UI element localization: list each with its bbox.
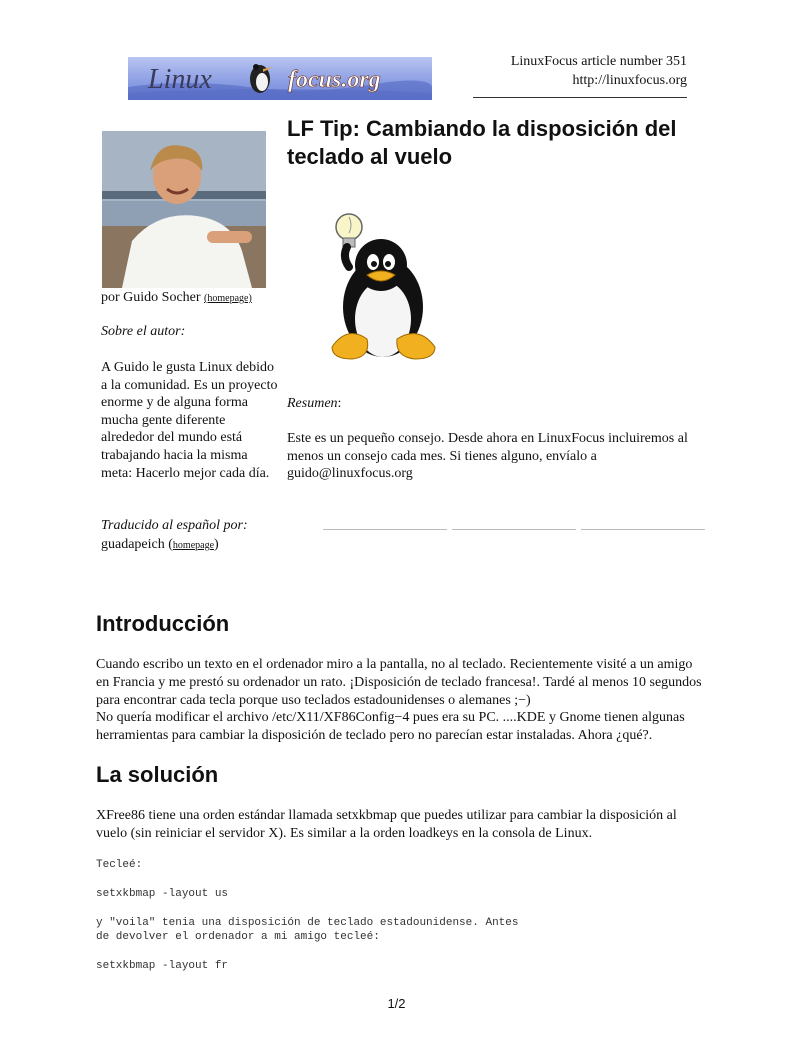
page-number: 1/2 bbox=[387, 996, 406, 1011]
summary-label: Resumen: bbox=[287, 396, 342, 411]
summary-text: Este es un pequeño consejo. Desde ahora en LinuxFocus incluiremos al menos un consejo cada mes. Si tienes alguno, envíalo a guido@linuxfocus.org bbox=[287, 431, 688, 482]
introduction-heading: Introducción bbox=[96, 611, 230, 636]
code-line-voila: y "voila" tenia una disposición de teclado estadounidense. Antes bbox=[96, 917, 519, 929]
separator-line-3 bbox=[581, 529, 705, 530]
author-photo bbox=[102, 131, 266, 288]
article-number: LinuxFocus article number 351 bbox=[510, 54, 687, 69]
code-line-typed: Tecleé: bbox=[96, 859, 143, 871]
article-header-info bbox=[511, 52, 687, 90]
separator-line-1 bbox=[323, 529, 447, 530]
solution-paragraph: XFree86 tiene una orden estándar llamada setxkbmap que puedes utilizar para cambiar la disposición al vuelo (sin reiniciar el servidor X). Es similar a la orden loadkeys en la consola de Linux. bbox=[96, 808, 677, 841]
banner-logo-focus: focus.org bbox=[288, 67, 381, 93]
banner-logo-linux: Linux bbox=[148, 64, 212, 95]
article-title: LF Tip: Cambiando la disposición del teclado al vuelo bbox=[287, 116, 677, 169]
introduction-paragraph-2: No quería modificar el archivo /etc/X11/XF86Config−4 pues era su PC. ....KDE y Gnome tienen algunas herramientas para cambiar la disposición de teclado pero no parecían estar instaladas. Ahora ¿qué?. bbox=[96, 710, 685, 744]
author-homepage-link[interactable]: (homepage) bbox=[204, 293, 252, 304]
translator-name: guadapeich bbox=[101, 537, 165, 552]
penguin-logo-icon bbox=[250, 64, 273, 93]
linuxfocus-banner bbox=[128, 57, 432, 100]
banner-graphic bbox=[128, 57, 432, 100]
tux-penguin-icon bbox=[332, 239, 435, 359]
tux-lightbulb-illustration bbox=[327, 207, 439, 367]
about-author-label: Sobre el autor: bbox=[101, 324, 186, 339]
author-byline bbox=[101, 290, 252, 306]
translator-homepage-link[interactable]: homepage bbox=[172, 540, 215, 551]
solution-heading: La solución bbox=[96, 762, 219, 787]
code-line-before-return: de devolver el ordenador a mi amigo tecleé: bbox=[96, 931, 380, 943]
header-divider bbox=[473, 97, 687, 98]
translated-by-label: Traducido al español por: bbox=[101, 518, 248, 533]
site-url: http://linuxfocus.org bbox=[572, 73, 687, 88]
introduction-text bbox=[96, 656, 706, 745]
code-line-setxkbmap-us: setxkbmap -layout us bbox=[96, 888, 229, 900]
introduction-paragraph-1: Cuando escribo un texto en el ordenador miro a la pantalla, no al teclado. Recientemente visité a un amigo en Francia y me prestó su ordenador un rato. ¡Disposición de teclado francesa!. Tardé al menos 10 segundos para encontrar cada tecla porque uso teclados estadounidenses o alemanes ;−) bbox=[96, 657, 702, 708]
lightbulb-icon bbox=[336, 214, 362, 247]
code-line-setxkbmap-fr: setxkbmap -layout fr bbox=[96, 960, 229, 972]
author-name: por Guido Socher bbox=[101, 290, 201, 305]
translator: guadapeich (homepage) bbox=[101, 537, 219, 552]
author-bio: A Guido le gusta Linux debido a la comunidad. Es un proyecto enorme y de alguna forma mucha gente diferente alrededor del mundo está trabajando hacia la misma meta: Hacerlo mejor cada día. bbox=[101, 360, 278, 481]
separator-line-2 bbox=[452, 529, 576, 530]
